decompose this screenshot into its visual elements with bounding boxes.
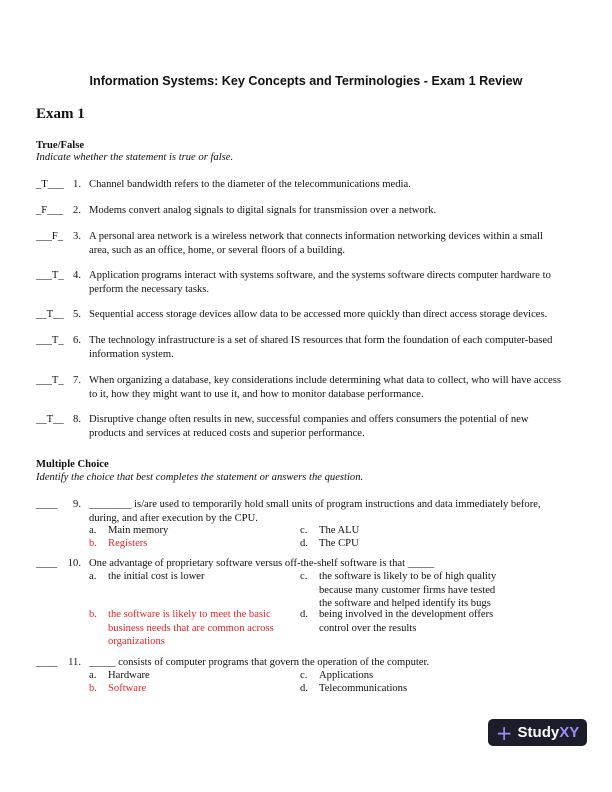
option-text: the software and helped identify its bugs	[319, 598, 491, 609]
correct-option-letter: b.	[89, 538, 97, 549]
question-text: Application programs interact with systems software, and the systems software directs computer hardware to	[89, 270, 551, 281]
tf-answer: _F___	[36, 205, 64, 216]
option-text: the software is likely to be of high quality	[319, 571, 497, 582]
true-false-heading: True/False	[36, 140, 85, 151]
question-text: Sequential access storage devices allow data to be accessed more quickly than direct access storage devices.	[89, 309, 548, 320]
question-text: perform the necessary tasks.	[89, 283, 210, 295]
tf-answer: __T__	[36, 414, 64, 425]
question-text: _____ consists of computer programs that govern the operation of the computer.	[89, 657, 430, 668]
studyxy-logo	[488, 719, 587, 746]
option-letter: a.	[89, 525, 97, 536]
correct-option-text: organizations	[108, 636, 165, 647]
correct-option-text: the software is likely to meet the basic	[108, 609, 271, 620]
tf-answer: ___T_	[36, 335, 64, 346]
tf-answer: ___F_	[36, 231, 64, 242]
question-text: When organizing a database, key considerations include determining what data to collect, who will have access	[89, 375, 561, 386]
correct-option-text: Registers	[108, 538, 148, 549]
question-number: 9.	[73, 499, 81, 510]
question-text: Disruptive change often results in new, successful companies and offers consumers the potential of new	[89, 414, 529, 425]
correct-option-letter: b.	[89, 683, 97, 694]
multiple-choice-heading: Multiple Choice	[36, 459, 109, 470]
correct-option-text: Software	[108, 683, 147, 694]
correct-option-text: business needs that are common across	[108, 622, 274, 634]
answer-blank: ____	[36, 657, 58, 668]
answer-blank: ____	[36, 558, 58, 569]
question-number: 4.	[73, 270, 81, 281]
option-letter: a.	[89, 670, 97, 681]
option-letter: d.	[300, 683, 308, 694]
option-text: Applications	[319, 670, 374, 681]
question-number: 10.	[67, 558, 81, 569]
option-letter: c.	[300, 571, 308, 582]
option-letter: c.	[300, 525, 308, 536]
question-text: The technology infrastructure is a set of shared IS resources that form the foundation of each computer-based	[89, 335, 553, 346]
multiple-choice-instructions: Identify the choice that best completes the statement or answers the question.	[36, 472, 364, 483]
option-text: Main memory	[108, 525, 169, 536]
question-text: ________ is/are used to temporarily hold small units of program instructions and data immediately before,	[89, 499, 541, 510]
question-number: 1.	[73, 179, 81, 190]
answer-blank: ____	[36, 499, 58, 510]
tf-answer: __T__	[36, 309, 64, 320]
question-number: 7.	[73, 375, 81, 386]
question-number: 5.	[73, 309, 81, 320]
question-number: 11.	[68, 657, 81, 668]
question-text: Modems convert analog signals to digital signals for transmission over a network.	[89, 205, 437, 216]
document-title: Information Systems: Key Concepts and Terminologies - Exam 1 Review	[89, 74, 523, 88]
option-letter: c.	[300, 670, 308, 681]
option-letter: d.	[300, 538, 308, 549]
option-text: Telecommunications	[319, 683, 408, 694]
true-false-instructions: Indicate whether the statement is true or false.	[36, 152, 234, 163]
question-text: information system.	[89, 348, 174, 360]
option-letter: d.	[300, 609, 308, 620]
tf-answer: _T___	[36, 179, 64, 190]
option-text: because many customer firms have tested	[319, 584, 496, 596]
option-letter: a.	[89, 571, 97, 582]
question-text: during, and after execution by the CPU.	[89, 512, 258, 524]
question-text: to it, how they might want to use it, and how to monitor database performance.	[89, 388, 424, 400]
question-number: 3.	[73, 231, 81, 242]
option-text: The CPU	[319, 538, 359, 549]
tf-answer: ___T_	[36, 375, 64, 386]
question-text: Channel bandwidth refers to the diameter of the telecommunications media.	[89, 179, 411, 190]
option-text: the initial cost is lower	[108, 571, 205, 582]
exam-heading: Exam 1	[36, 106, 85, 122]
question-number: 6.	[73, 335, 81, 346]
correct-option-letter: b.	[89, 609, 97, 620]
plus-icon: +	[495, 720, 513, 745]
question-text: products and services at reduced costs and superior performance.	[89, 427, 365, 439]
option-text: Hardware	[108, 670, 150, 681]
question-number: 8.	[73, 414, 81, 425]
option-text: being involved in the development offers	[319, 609, 494, 620]
question-text: A personal area network is a wireless network that connects information networking devices within a small	[89, 231, 543, 242]
tf-answer: ___T_	[36, 270, 64, 281]
question-text: One advantage of proprietary software versus off-the-shelf software is that _____	[89, 558, 435, 569]
option-text: The ALU	[319, 525, 360, 536]
option-text: control over the results	[319, 622, 417, 634]
logo-text-study: Study	[517, 724, 560, 741]
question-text: area, such as an office, home, or several floors of a building.	[89, 244, 346, 256]
logo-text-xy: XY	[559, 724, 580, 741]
question-number: 2.	[73, 205, 81, 216]
